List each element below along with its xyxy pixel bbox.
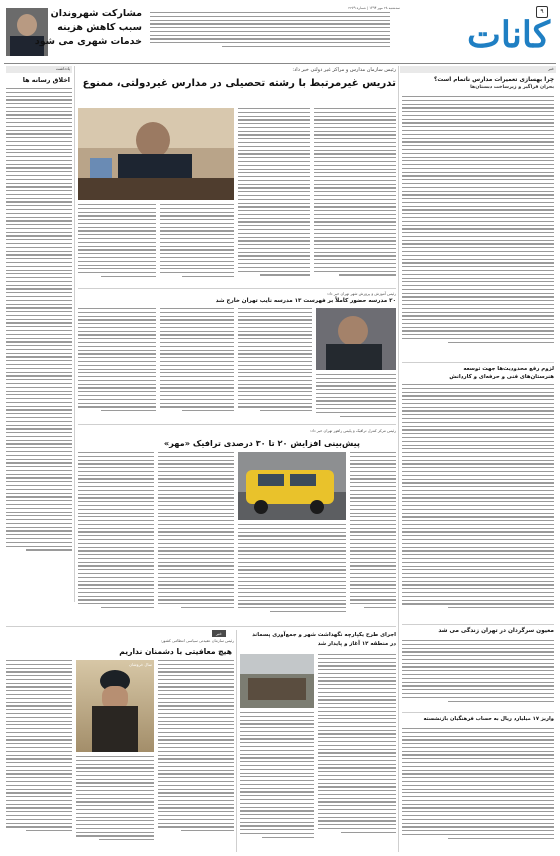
right-story4-headline[interactable]: واریز ۱۷ میلیارد ریال به حساب فرهنگیان بازنشسته	[423, 716, 554, 722]
promo-portrait	[6, 8, 48, 56]
lead-body-col4	[78, 204, 156, 284]
left-col-label: یادداشت	[55, 66, 70, 71]
right-col-label: خبر	[548, 66, 554, 71]
right-col-divider-3	[402, 712, 554, 713]
page-number: ۹	[536, 6, 548, 18]
mid-story2-kicker: رئیس آموزش و پرورش شهر تهران خبر داد:	[326, 291, 396, 296]
lead-headline[interactable]: تدریس غیرمرتبط با رشته تحصیلی در مدارس غیردولتی، ممنوع	[82, 78, 396, 89]
left-story1-headline[interactable]: اخلاق رسانه ها	[22, 76, 70, 84]
lead-photo	[78, 108, 234, 200]
mid-divider-1	[78, 288, 396, 289]
bottom-mid-headline-1[interactable]: اجرای طرح یکپارچه نگهداشت شهر و جمع‌آوری پسماند	[252, 632, 396, 638]
right-story3-headline[interactable]: معیون سرگردان در تهران زندگی می شد	[438, 628, 554, 634]
promo-box[interactable]	[6, 4, 142, 60]
bottom-left-headline[interactable]: هیچ معافیتی با دشمنان نداریم	[119, 647, 232, 656]
bottom-left-tag: خبر	[212, 630, 226, 637]
masthead-info-line: سه‌شنبه ۲۸ مهر ۱۳۹۴ | شماره ۲۲۷۹	[348, 6, 400, 10]
lead-kicker: رئیس سازمان مدارس و مراکز غیر دولتی خبر داد:	[292, 67, 396, 73]
traffic-body-b	[238, 524, 346, 622]
masthead	[396, 4, 556, 62]
traffic-body-a	[350, 452, 396, 622]
promo-title-line3: خدمات شهری می شود	[34, 36, 142, 47]
mid-divider-2	[78, 424, 396, 425]
lead-body-col3	[160, 204, 234, 284]
traffic-photo	[238, 452, 346, 520]
bottom-left-body-a	[158, 660, 234, 850]
masthead-logo: کانات	[467, 14, 550, 56]
bottom-mid-photo	[240, 654, 314, 708]
traffic-kicker: رئیس مرکز کنترل ترافیک و پلیس راهور تهران خبر داد:	[309, 428, 396, 433]
lead-body-col2	[238, 108, 310, 284]
left-col-body	[6, 88, 72, 598]
bottom-left-photo	[76, 660, 154, 752]
bottom-left-photo-caption: سال خروشان	[129, 662, 152, 667]
mid-story2-photo	[316, 308, 396, 370]
right-story2-sub: هنرستان‌های فنی و حرفه‌ای و کاردانش	[449, 374, 554, 380]
promo-title-line1: مشارکت شهروندان	[50, 8, 142, 19]
mid-story2-body-a	[238, 308, 312, 420]
col-rule-left	[74, 66, 75, 602]
right-story1-headline[interactable]: چرا بهسازی تعمیرات مدارس ناتمام است؟	[434, 77, 554, 83]
traffic-body-d	[78, 452, 154, 622]
masthead-divider	[4, 63, 556, 64]
right-col-body-2	[402, 384, 554, 620]
col-rule-bottom	[236, 630, 237, 852]
right-col-divider-1	[402, 362, 554, 363]
right-story2-headline[interactable]: لزوم رفع محدودیت‌ها جهت توسعه	[463, 366, 554, 372]
mid-story2-body-c	[78, 308, 156, 420]
right-col-body-1	[402, 96, 554, 358]
bottom-left-kicker: رئیس سازمان عقیدتی سیاسی انتظامی کشور:	[160, 638, 234, 643]
right-col-divider-2	[402, 624, 554, 625]
traffic-headline[interactable]: پیش‌بینی افزایش ۲۰ تا ۳۰ درصدی ترافیک «مهر»	[163, 438, 360, 448]
right-story1-sub: بحران فراگیر و زیرساخت دبستان‌ها	[470, 85, 554, 90]
right-col-body-3	[402, 640, 554, 708]
traffic-body-c	[158, 452, 234, 622]
bottom-mid-body-a	[318, 654, 396, 850]
bottom-mid-headline-2: در منطقه ۱۲ آغاز و پایدار شد	[317, 641, 396, 647]
intro-text-block	[150, 12, 390, 58]
mid-story2-body-b	[160, 308, 234, 420]
promo-title-line2: سبب کاهش هزینه	[57, 22, 142, 33]
mid-story2-headline[interactable]: ۲۰ مدرسه حضور کاملاً بر فهرست ۱۳ مدرسه نایب تهران خارج شد	[215, 298, 396, 304]
mid-divider-3	[6, 626, 396, 627]
bottom-left-body-b	[6, 660, 72, 850]
bottom-mid-body-b	[240, 712, 314, 850]
right-col-body-4	[402, 728, 554, 850]
bottom-left-body-c	[76, 756, 154, 850]
col-rule-right	[398, 66, 399, 852]
mid-story2-body-d	[316, 374, 396, 420]
lead-body-col1	[314, 108, 396, 284]
